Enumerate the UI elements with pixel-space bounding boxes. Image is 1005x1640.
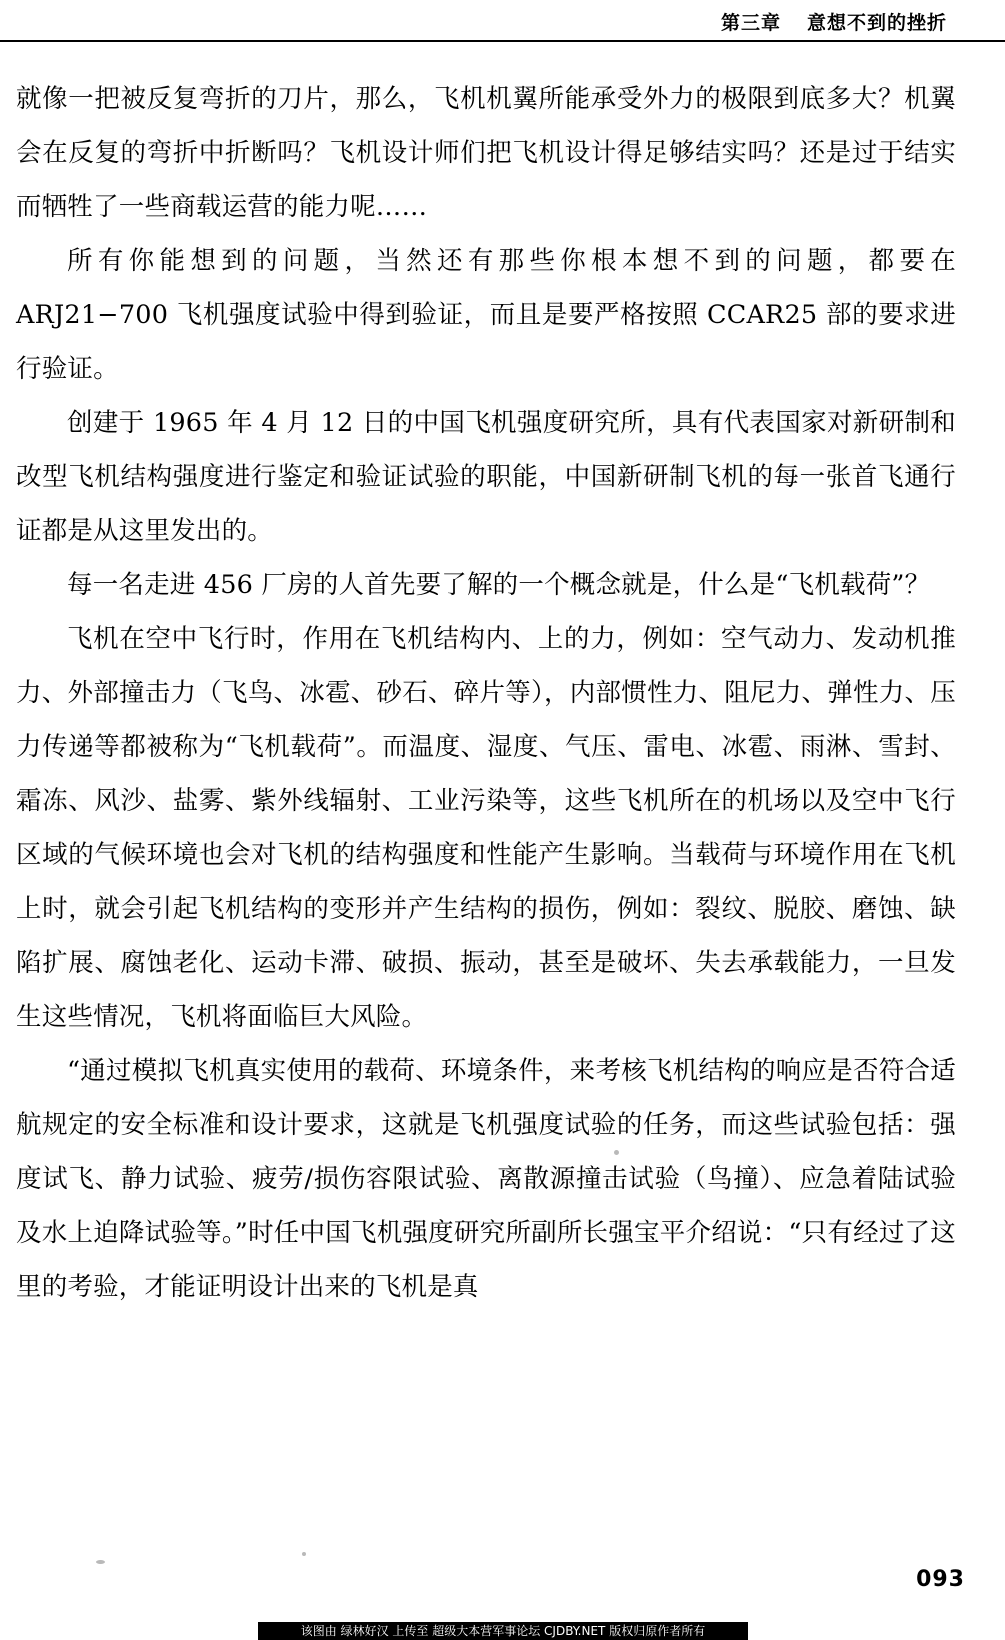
chapter-title: 意想不到的挫折 bbox=[806, 12, 947, 34]
chapter-number: 第三章 bbox=[720, 12, 781, 34]
running-head bbox=[721, 8, 947, 35]
paragraph: 飞机在空中飞行时，作用在飞机结构内、上的力，例如：空气动力、发动机推力、外部撞击力（飞鸟、冰雹、砂石、碎片等），内部惯性力、阻尼力、弹性力、压力传递等都被称为“飞机载荷”。而温度、湿度、气压、雷电、冰雹、雨淋、雪封、霜冻、风沙、盐雾、紫外线辐射、工业污染等，这些飞机所在的机场以及空中飞行区域的气候环境也会对飞机的结构强度和性能产生影响。当载荷与环境作用在飞机上时，就会引起飞机结构的变形并产生结构的损伤，例如：裂纹、脱胶、磨蚀、缺陷扩展、腐蚀老化、运动卡滞、破损、振动，甚至是破坏、失去承载能力，一旦发生这些情况，飞机将面临巨大风险。 bbox=[16, 624, 956, 1032]
scan-speckle bbox=[96, 1560, 105, 1564]
paragraph: “通过模拟飞机真实使用的载荷、环境条件，来考核飞机结构的响应是否符合适航规定的安全标准和设计要求，这就是飞机强度试验的任务，而这些试验包括：强度试飞、静力试验、疲劳/损伤容限试验、离散源撞击试验（鸟撞）、应急着陆试验及水上迫降试验等。”时任中国飞机强度研究所副所长强宝平介绍说：“只有经过了这里的考验，才能证明设计出来的飞机是真 bbox=[16, 1056, 956, 1302]
paragraph: 创建于 1965 年 4 月 12 日的中国飞机强度研究所，具有代表国家对新研制和改型飞机结构强度进行鉴定和验证试验的职能，中国新研制飞机的每一张首飞通行证都是从这里发出的。 bbox=[16, 408, 956, 546]
paragraph: 每一名走进 456 厂房的人首先要了解的一个概念就是，什么是“飞机载荷”？ bbox=[67, 570, 931, 600]
page-number: 093 bbox=[916, 1567, 965, 1592]
header-divider bbox=[0, 40, 1005, 42]
watermark-bar: 该图由 绿林好汉 上传至 超级大本营军事论坛 CJDBY.NET 版权归原作者所有 bbox=[258, 1622, 748, 1640]
paragraph: 就像一把被反复弯折的刀片，那么，飞机机翼所能承受外力的极限到底多大？机翼会在反复的弯折中折断吗？飞机设计师们把飞机设计得足够结实吗？还是过于结实而牺牲了一些商载运营的能力呢…… bbox=[16, 84, 956, 222]
page-body bbox=[16, 72, 956, 1314]
scan-speckle bbox=[614, 1150, 619, 1155]
scan-speckle bbox=[302, 1552, 306, 1556]
paragraph: 所有你能想到的问题，当然还有那些你根本想不到的问题，都要在 ARJ21−700 飞机强度试验中得到验证，而且是要严格按照 CCAR25 部的要求进行验证。 bbox=[16, 246, 956, 384]
